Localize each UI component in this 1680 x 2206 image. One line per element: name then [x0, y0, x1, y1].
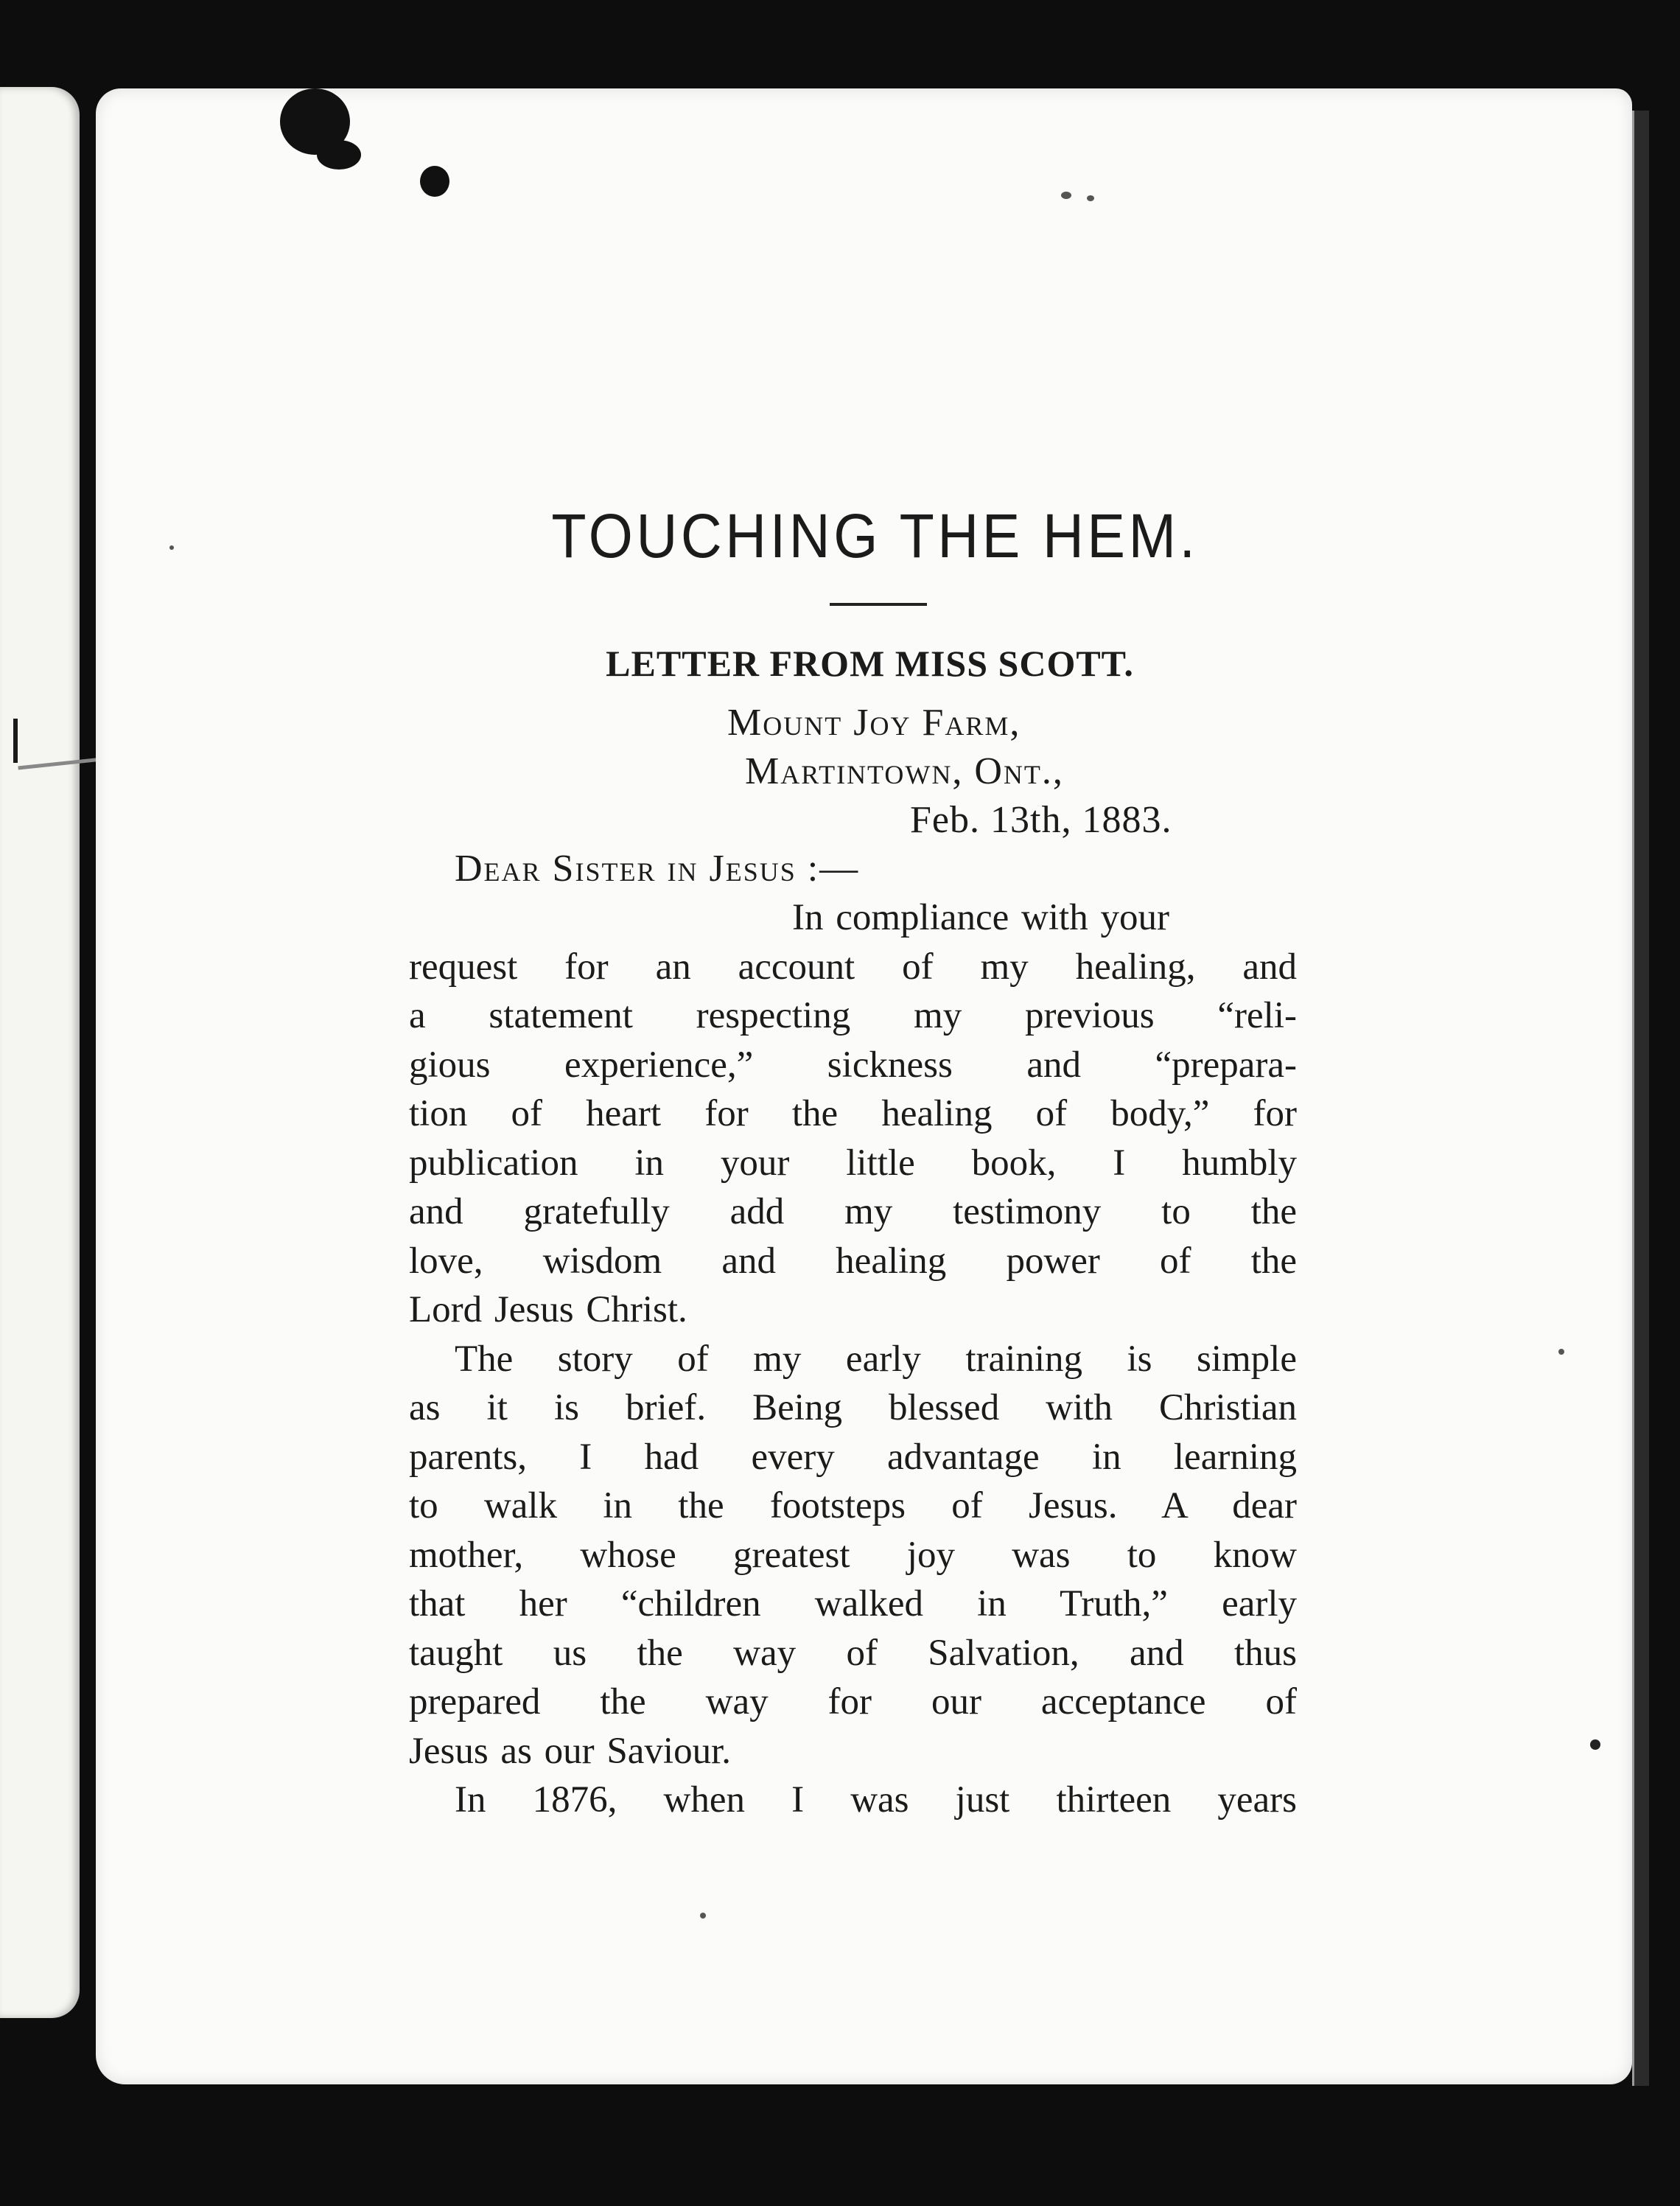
letter-address: [409, 699, 1297, 845]
page-binding-edge: [1632, 111, 1649, 2086]
paragraph: [409, 1776, 1297, 1825]
text-line: request for an account of my healing, and: [409, 946, 1297, 988]
text-line: taught us the way of Salvation, and thus: [409, 1632, 1297, 1674]
text-line: In 1876, when I was just thirteen years: [455, 1779, 1297, 1821]
speck: [1061, 192, 1071, 199]
text-line: Lord Jesus Christ.: [409, 1289, 687, 1330]
ink-blot: [317, 140, 361, 170]
speck: [169, 545, 174, 550]
address-line: Mount Joy Farm,: [727, 702, 1021, 744]
text-line: Jesus as our Saviour.: [409, 1730, 731, 1772]
title-rule: [830, 603, 927, 606]
paragraph: [409, 1335, 1297, 1776]
text-line: love, wisdom and healing power of the: [409, 1240, 1297, 1282]
salutation: Dear Sister in Jesus :—: [455, 848, 860, 890]
speck: [1087, 195, 1094, 201]
text-line: as it is brief. Being blessed with Christian: [409, 1387, 1297, 1428]
letter-heading: LETTER FROM MISS SCOTT.: [606, 643, 1134, 684]
paragraph: [409, 893, 1297, 1335]
document-title: TOUCHING THE HEM.: [551, 501, 1199, 570]
speck: [1590, 1739, 1600, 1750]
margin-mark: [13, 719, 18, 763]
text-line: In compliance with your: [792, 897, 1169, 938]
text-line: that her “children walked in Truth,” early: [409, 1583, 1297, 1624]
text-line: publication in your little book, I humbly: [409, 1142, 1297, 1184]
text-line: mother, whose greatest joy was to know: [409, 1534, 1297, 1576]
address-line: Martintown, Ont.,: [745, 750, 1064, 792]
text-line: parents, I had every advantage in learning: [409, 1436, 1297, 1478]
text-line: a statement respecting my previous “reli-: [409, 995, 1297, 1036]
text-line: prepared the way for our acceptance of: [409, 1681, 1297, 1722]
text-line: and gratefully add my testimony to the: [409, 1191, 1297, 1232]
letter-date: Feb. 13th, 1883.: [910, 799, 1172, 841]
speck: [700, 1913, 706, 1919]
text-line: tion of heart for the healing of body,” for: [409, 1093, 1297, 1134]
ink-blot: [420, 166, 449, 197]
adjacent-page-edge: [0, 87, 80, 2018]
speck: [1558, 1349, 1564, 1355]
text-line: gious experience,” sickness and “prepara-: [409, 1044, 1297, 1086]
text-line: The story of my early training is simple: [455, 1338, 1297, 1380]
text-line: to walk in the footsteps of Jesus. A dear: [409, 1485, 1297, 1526]
document-body: [409, 495, 1297, 1825]
